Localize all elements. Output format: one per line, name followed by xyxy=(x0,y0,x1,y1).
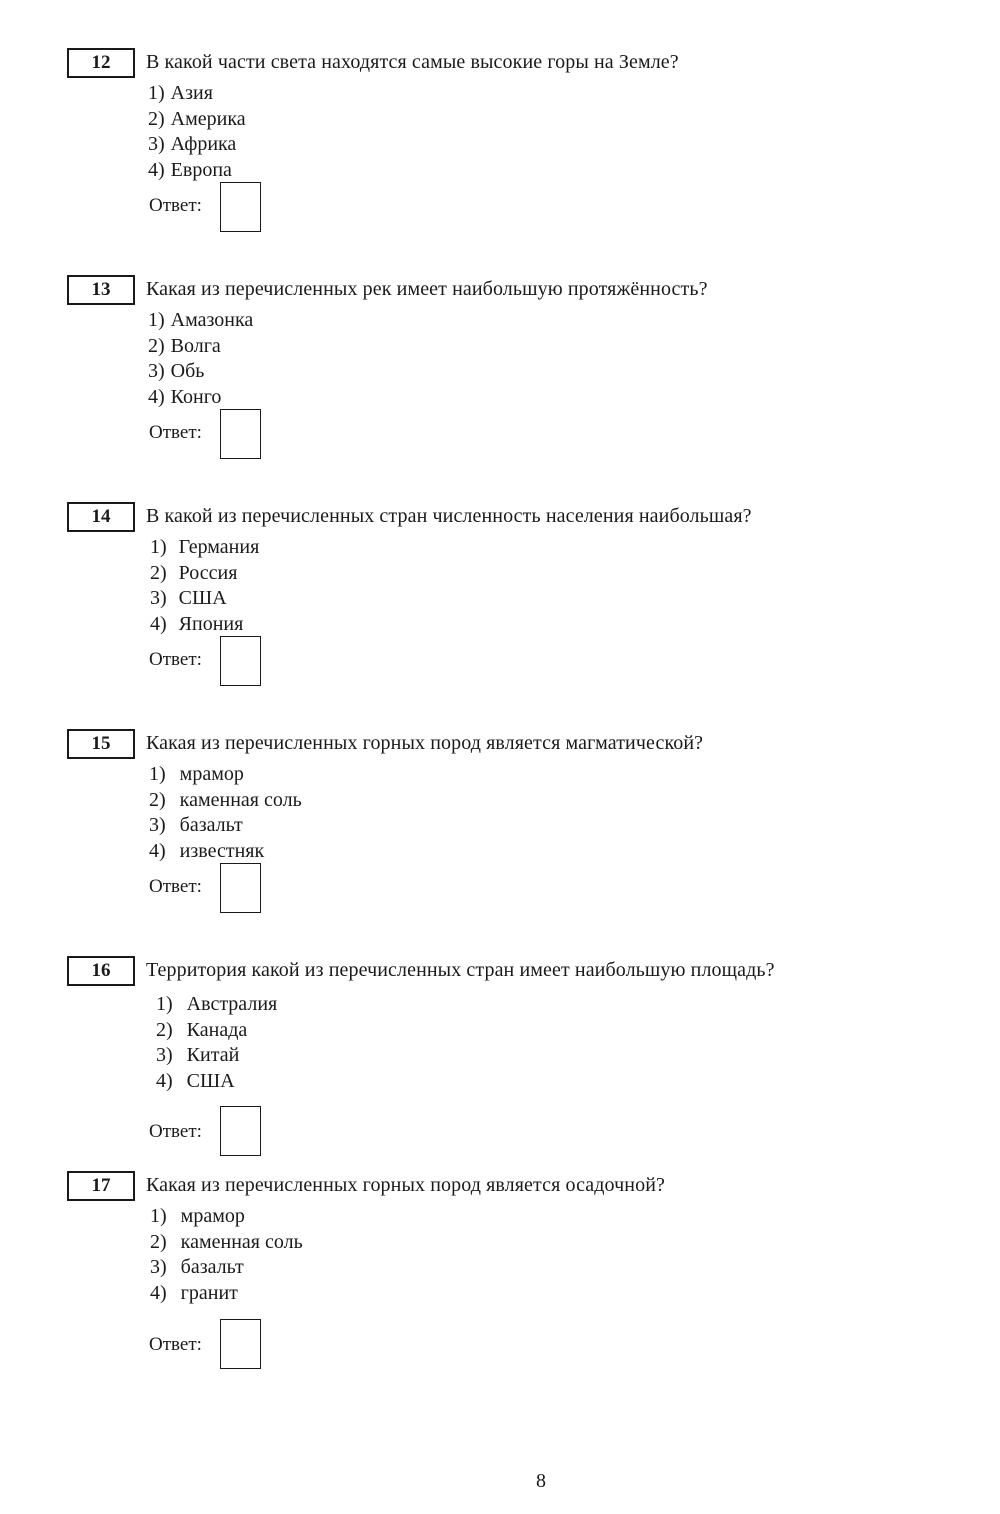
option-2 xyxy=(149,788,302,814)
answer-label: Ответ: xyxy=(149,195,202,216)
question-text: Какая из перечисленных рек имеет наибольшую протяжённость? xyxy=(146,278,708,300)
question-text: В какой части света находятся самые высокие горы на Земле? xyxy=(146,51,679,73)
options-list xyxy=(149,762,302,864)
option-text: известняк xyxy=(179,839,265,862)
option-text: Обь xyxy=(170,360,205,382)
option-text: базальт xyxy=(179,814,243,836)
question-number-box: 16 xyxy=(67,956,135,986)
question-number-box: 14 xyxy=(67,502,135,532)
option-2 xyxy=(156,1018,277,1044)
option-number: 4) xyxy=(148,158,165,181)
answer-box[interactable] xyxy=(220,1319,261,1369)
option-text: гранит xyxy=(180,1281,238,1304)
answer-box[interactable] xyxy=(220,409,261,459)
option-2 xyxy=(150,561,259,587)
option-text: Германия xyxy=(178,536,260,558)
option-number: 2) xyxy=(156,1018,173,1041)
answer-label: Ответ: xyxy=(149,649,202,670)
option-4 xyxy=(150,1281,303,1307)
option-number: 4) xyxy=(150,1281,167,1304)
option-number: 3) xyxy=(150,1256,167,1278)
option-1 xyxy=(150,1204,303,1230)
question-text: Какая из перечисленных горных пород является осадочной? xyxy=(146,1174,665,1196)
options-list xyxy=(150,535,259,637)
option-text: мрамор xyxy=(180,1205,245,1227)
option-1 xyxy=(148,81,246,107)
option-number: 2) xyxy=(149,788,166,811)
question-14 xyxy=(0,502,1000,722)
option-3 xyxy=(148,132,246,158)
question-17 xyxy=(0,1171,1000,1391)
option-text: каменная соль xyxy=(179,788,302,811)
option-text: Азия xyxy=(170,82,213,104)
option-number: 2) xyxy=(148,334,165,357)
option-number: 1) xyxy=(156,993,173,1015)
option-text: Конго xyxy=(170,385,222,408)
option-number: 1) xyxy=(150,536,167,558)
option-3 xyxy=(150,1255,303,1281)
options-list xyxy=(148,81,246,183)
option-text: США xyxy=(178,587,227,609)
option-number: 1) xyxy=(148,309,165,331)
answer-label: Ответ: xyxy=(149,1121,202,1142)
answer-label: Ответ: xyxy=(149,1334,202,1355)
option-text: Австралия xyxy=(186,993,278,1015)
option-number: 3) xyxy=(148,133,165,155)
option-number: 3) xyxy=(150,587,167,609)
question-text: Территория какой из перечисленных стран имеет наибольшую площадь? xyxy=(146,959,775,981)
option-1 xyxy=(149,762,302,788)
question-text: Какая из перечисленных горных пород является магматической? xyxy=(146,732,704,754)
option-text: Китай xyxy=(186,1044,240,1066)
option-1 xyxy=(148,308,253,334)
option-number: 3) xyxy=(148,360,165,382)
option-4 xyxy=(149,839,302,865)
option-number: 3) xyxy=(149,814,166,836)
option-2 xyxy=(150,1230,303,1256)
answer-box[interactable] xyxy=(220,636,261,686)
option-text: Европа xyxy=(170,158,232,181)
option-text: США xyxy=(186,1069,235,1092)
option-4 xyxy=(148,385,253,411)
option-number: 2) xyxy=(148,107,165,130)
page-number: 8 xyxy=(536,1470,546,1492)
question-12 xyxy=(0,48,1000,268)
option-text: Африка xyxy=(170,133,237,155)
options-list xyxy=(148,308,253,410)
option-text: мрамор xyxy=(179,763,244,785)
question-number-box: 17 xyxy=(67,1171,135,1201)
answer-label: Ответ: xyxy=(149,876,202,897)
option-text: каменная соль xyxy=(180,1230,303,1253)
options-list xyxy=(150,1204,303,1306)
option-3 xyxy=(150,586,259,612)
option-3 xyxy=(148,359,253,385)
option-1 xyxy=(156,992,277,1018)
question-16 xyxy=(0,956,1000,1176)
question-number-box: 13 xyxy=(67,275,135,305)
question-number-box: 15 xyxy=(67,729,135,759)
answer-box[interactable] xyxy=(220,1106,261,1156)
option-3 xyxy=(156,1043,277,1069)
option-number: 2) xyxy=(150,1230,167,1253)
option-number: 1) xyxy=(148,82,165,104)
options-list xyxy=(156,992,277,1094)
option-4 xyxy=(156,1069,277,1095)
option-text: Волга xyxy=(170,334,221,357)
option-text: Амазонка xyxy=(170,309,254,331)
option-text: Америка xyxy=(170,107,246,130)
option-4 xyxy=(150,612,259,638)
option-number: 4) xyxy=(148,385,165,408)
option-2 xyxy=(148,334,253,360)
option-text: Япония xyxy=(178,612,244,635)
answer-box[interactable] xyxy=(220,863,261,913)
question-13 xyxy=(0,275,1000,495)
option-number: 2) xyxy=(150,561,167,584)
option-4 xyxy=(148,158,246,184)
option-number: 4) xyxy=(149,839,166,862)
option-number: 1) xyxy=(150,1205,167,1227)
option-text: Канада xyxy=(186,1018,248,1041)
option-number: 4) xyxy=(150,612,167,635)
option-3 xyxy=(149,813,302,839)
question-15 xyxy=(0,729,1000,949)
option-2 xyxy=(148,107,246,133)
answer-box[interactable] xyxy=(220,182,261,232)
option-1 xyxy=(150,535,259,561)
option-number: 4) xyxy=(156,1069,173,1092)
answer-label: Ответ: xyxy=(149,422,202,443)
option-number: 1) xyxy=(149,763,166,785)
question-text: В какой из перечисленных стран численность населения наибольшая? xyxy=(146,505,752,527)
option-number: 3) xyxy=(156,1044,173,1066)
option-text: базальт xyxy=(180,1256,244,1278)
question-number-box: 12 xyxy=(67,48,135,78)
option-text: Россия xyxy=(178,561,238,584)
